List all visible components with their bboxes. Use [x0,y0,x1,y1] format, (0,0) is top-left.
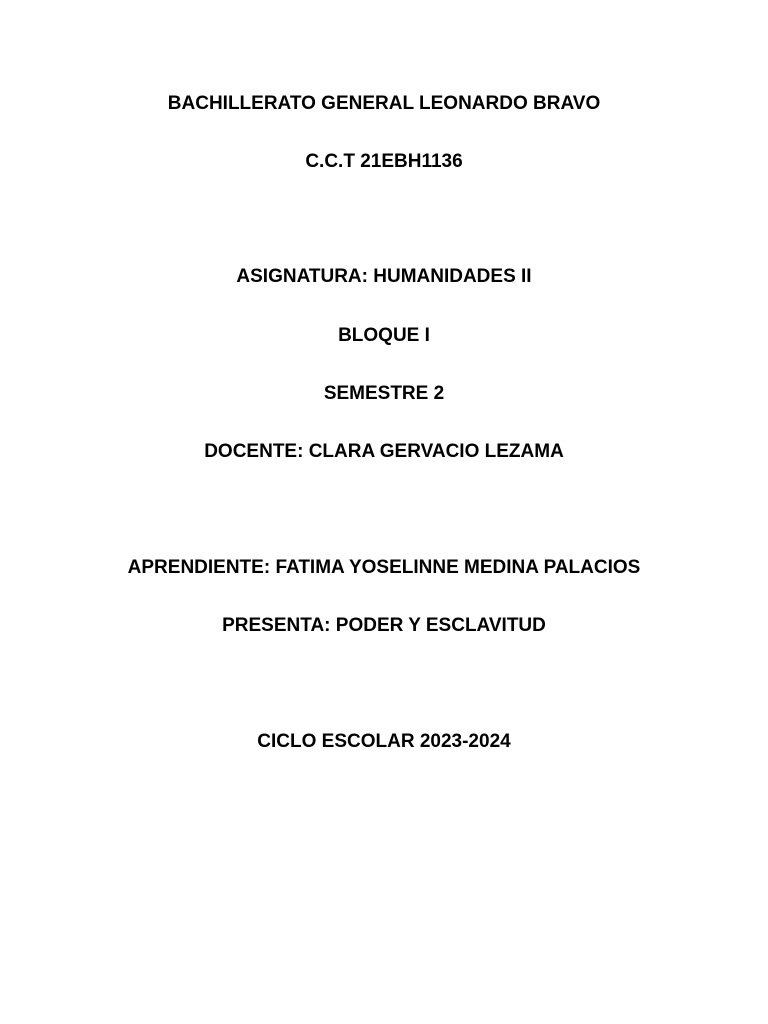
school-cct: C.C.T 21EBH1136 [305,151,463,172]
block-line: BLOQUE I [338,325,430,346]
semester-line: SEMESTRE 2 [323,383,445,404]
presents-line: PRESENTA: PODER Y ESCLAVITUD [222,615,546,636]
subject-line: ASIGNATURA: HUMANIDADES II [236,266,532,287]
school-name: BACHILLERATO GENERAL LEONARDO BRAVO [167,93,601,114]
student-line: APRENDIENTE: FATIMA YOSELINNE MEDINA PALACIOS [127,557,641,578]
teacher-line: DOCENTE: CLARA GERVACIO LEZAMA [204,441,564,462]
school-year-line: CICLO ESCOLAR 2023-2024 [257,731,511,752]
